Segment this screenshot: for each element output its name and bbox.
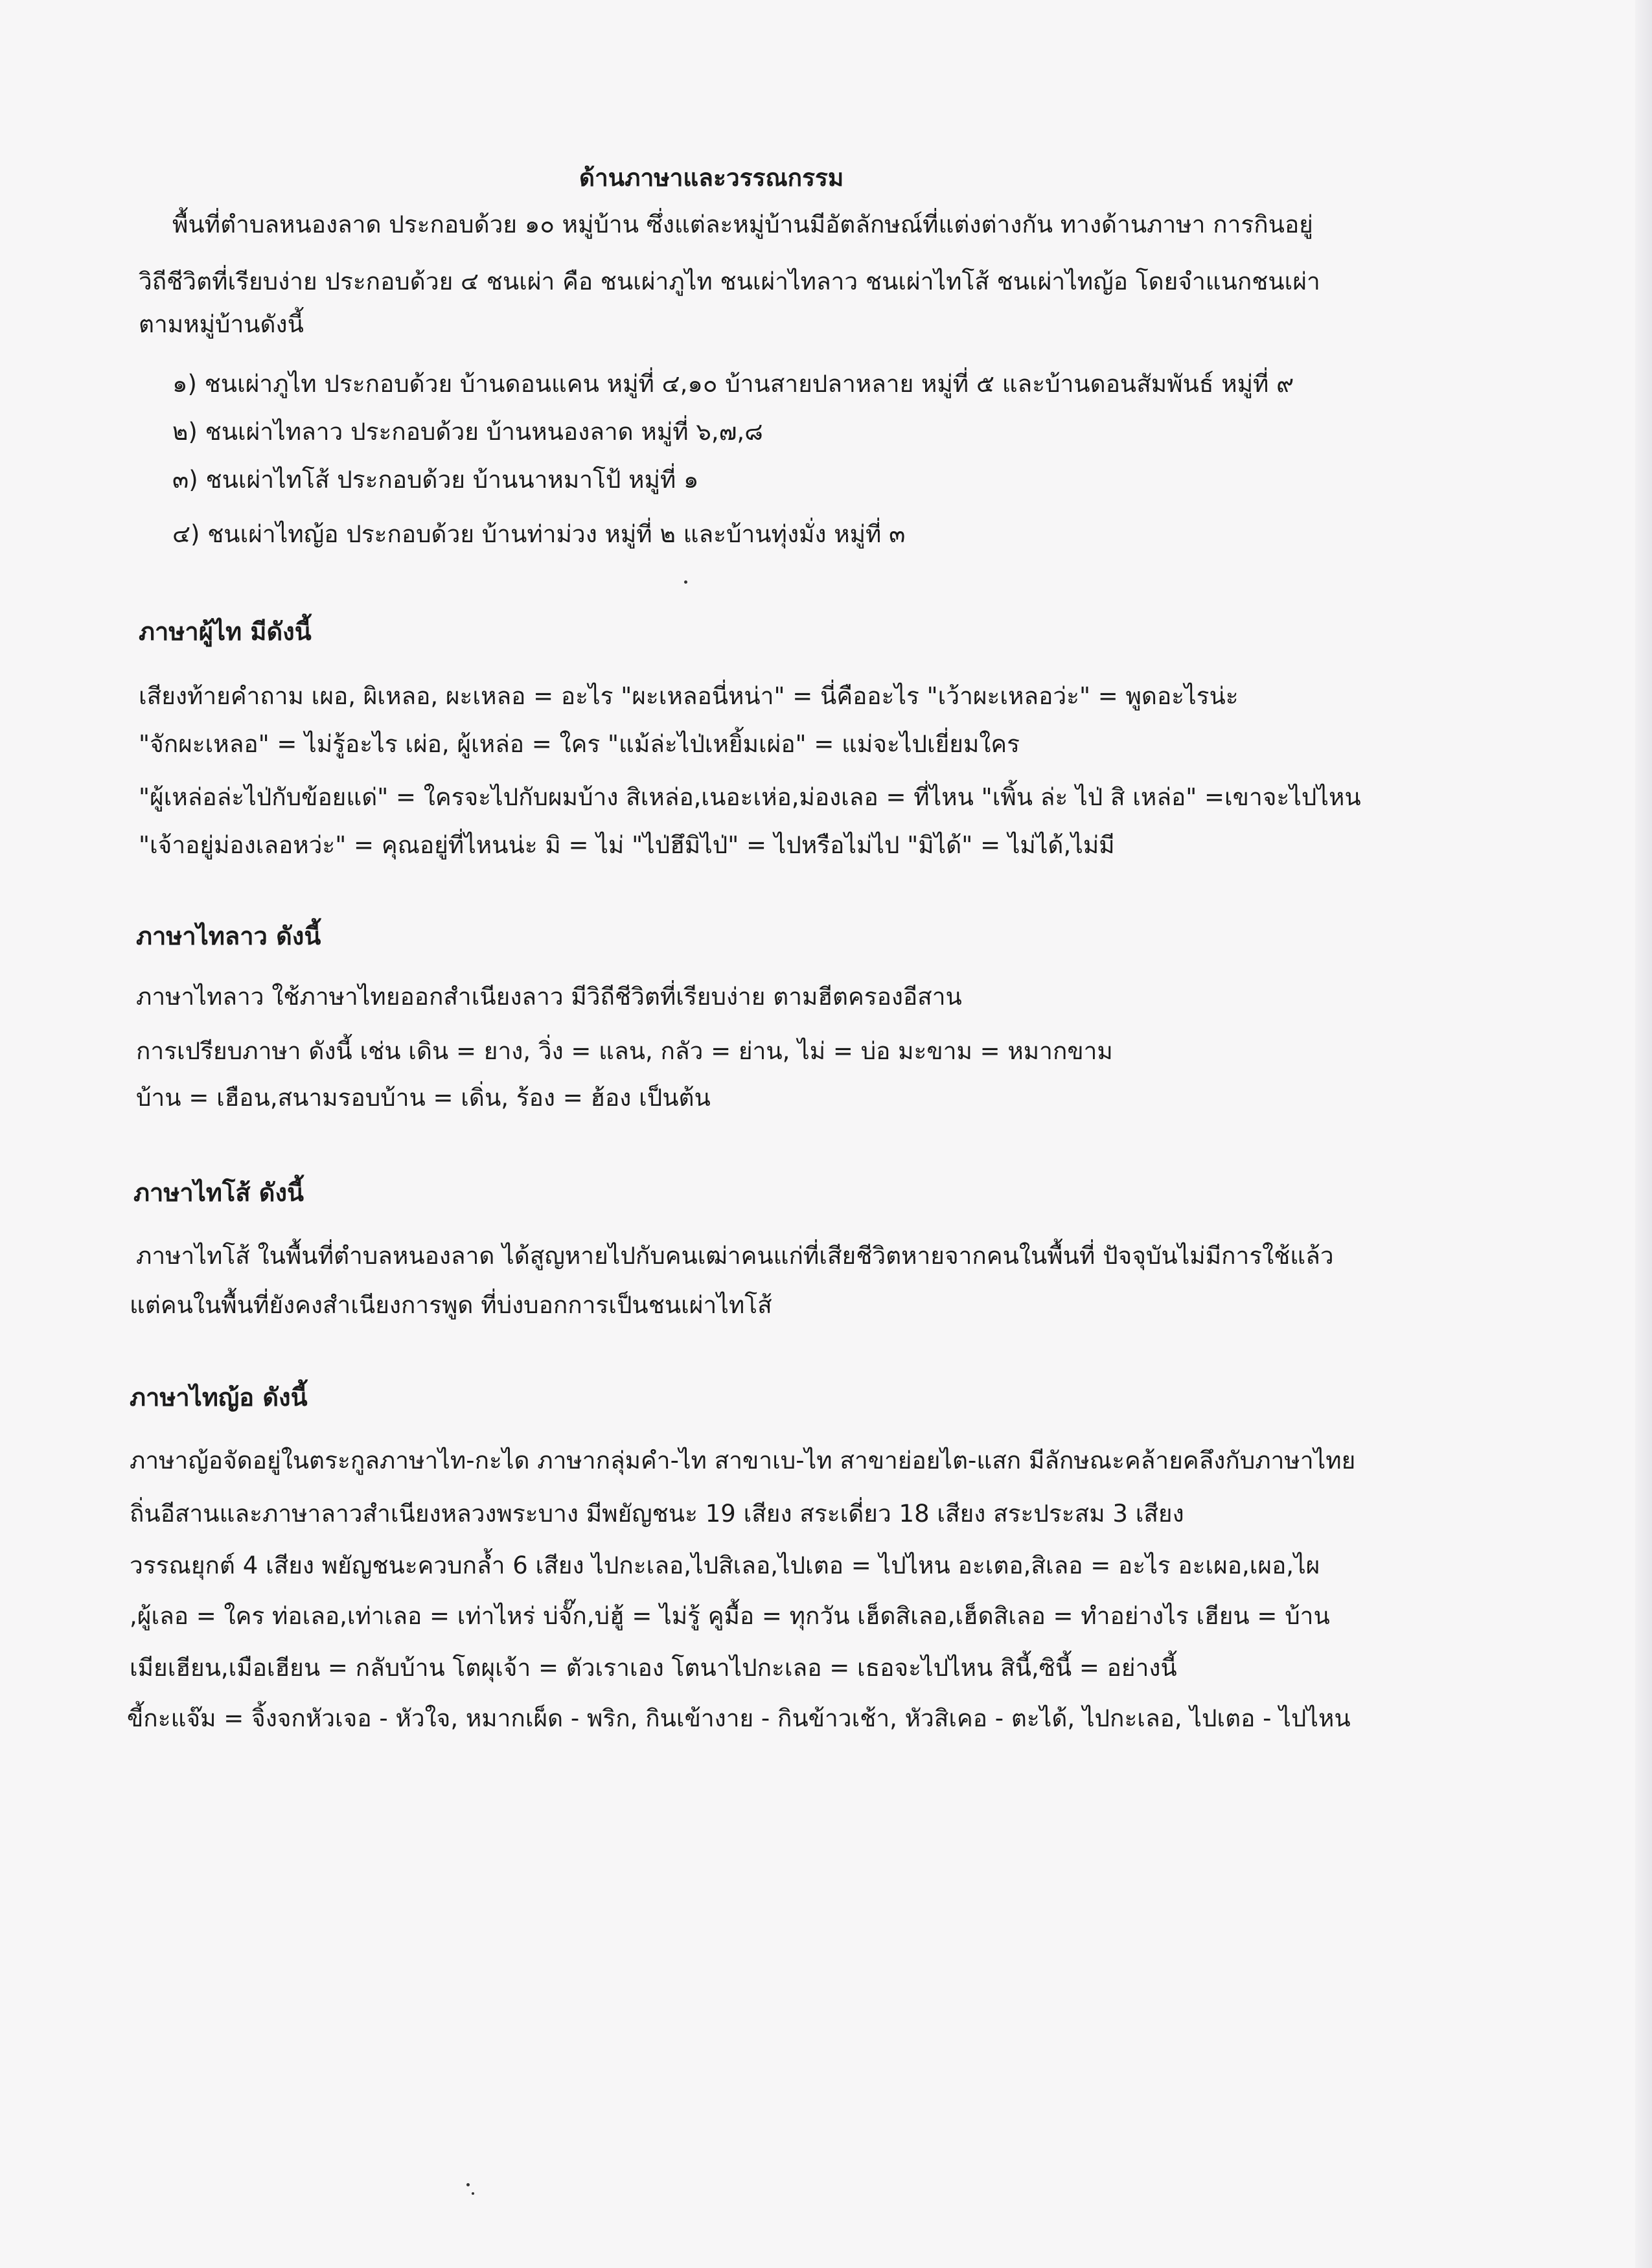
section-line: เมียเฮียน,เมือเฮียน = กลับบ้าน โตผุเจ้า = ตัวเราเอง โตนาไปกะเลอ = เธอจะไปไหน สินี้,ซินี้ = อย่างนี้ bbox=[130, 1654, 1177, 1682]
tribe-list-item: ๓) ชนเผ่าไทโส้ ประกอบด้วย บ้านนาหมาโป้ หมู่ที่ ๑ bbox=[172, 466, 699, 494]
section-line: "เจ้าอยู่ม่องเลอหว่ะ" = คุณอยู่ที่ไหนน่ะ มิ = ไม่ "ไป่ฮึมิไป่" = ไปหรือไม่ไป "มิได้" = ไม่ได้,ไม่มี bbox=[139, 831, 1115, 859]
section-line: วรรณยุกต์ 4 เสียง พยัญชนะควบกล้ำ 6 เสียง ไปกะเลอ,ไปสิเลอ,ไปเตอ = ไปไหน อะเตอ,สิเลอ = อะไร อะเผอ,เผอ,ไผ bbox=[130, 1552, 1320, 1579]
section-line: "ผู้เหล่อล่ะไป่กับข้อยแด่" = ใครจะไปกับผมบ้าง สิเหล่อ,เนอะเห่อ,ม่องเลอ = ที่ไหน "เพิ้น ล่ะ ไป่ สิ เหล่อ" =เขาจะไปไหน bbox=[139, 783, 1361, 811]
section-line: ภาษาญ้อจัดอยู่ในตระกูลภาษาไท-กะได ภาษากลุ่มคำ-ไท สาขาเบ-ไท สาขาย่อยไต-แสก มีลักษณะคล้ายคลึงกับภาษาไทย bbox=[130, 1447, 1356, 1474]
section-heading-phuthai: ภาษาผู้ไท มีดังนี้ bbox=[139, 617, 312, 646]
scan-speck bbox=[466, 2183, 470, 2186]
section-line: ภาษาไทโส้ ในพื้นที่ตำบลหนองลาด ได้สูญหายไปกับคนเฒ่าคนแก่ที่เสียชีวิตหายจากคนในพื้นที่ ปัจจุบันไม่มีการใช้แล้ว bbox=[136, 1242, 1334, 1270]
section-line: ภาษาไทลาว ใช้ภาษาไทยออกสำเนียงลาว มีวิถีชีวิตที่เรียบง่าย ตามฮีตครองอีสาน bbox=[136, 983, 962, 1011]
section-line: แต่คนในพื้นที่ยังคงสำเนียงการพูด ที่บ่งบอกการเป็นชนเผ่าไทโส้ bbox=[130, 1291, 772, 1319]
intro-line: วิถีชีวิตที่เรียบง่าย ประกอบด้วย ๔ ชนเผ่า คือ ชนเผ่าภูไท ชนเผ่าไทลาว ชนเผ่าไทโส้ ชนเผ่าไทญ้อ โดยจำแนกชนเผ่า bbox=[139, 268, 1320, 295]
scan-speck bbox=[684, 580, 687, 584]
section-line: ถิ่นอีสานและภาษาลาวสำเนียงหลวงพระบาง มีพยัญชนะ 19 เสียง สระเดี่ยว 18 เสียง สระประสม 3 เสียง bbox=[130, 1500, 1184, 1528]
section-line: การเปรียบภาษา ดังนี้ เช่น เดิน = ยาง, วิ่ง = แลน, กลัว = ย่าน, ไม่ = บ่อ มะขาม = หมากขาม bbox=[136, 1037, 1113, 1065]
section-heading-thailao: ภาษาไทลาว ดังนี้ bbox=[136, 922, 321, 950]
tribe-list-item: ๑) ชนเผ่าภูไท ประกอบด้วย บ้านดอนแคน หมู่ที่ ๔,๑๐ บ้านสายปลาหลาย หมู่ที่ ๕ และบ้านดอนสัมพันธ์ หมู่ที่ ๙ bbox=[172, 370, 1294, 398]
section-line: "จักผะเหลอ" = ไม่รู้อะไร เผ่อ, ผู้เหล่อ = ใคร "แม้ล่ะไป่เหยิ้มเผ่อ" = แม่จะไปเยี่ยมใคร bbox=[139, 730, 1020, 758]
document-title: ด้านภาษาและวรรณกรรม bbox=[579, 164, 844, 192]
section-heading-thaiyo: ภาษาไทญ้อ ดังนี้ bbox=[130, 1383, 308, 1412]
section-line: บ้าน = เฮือน,สนามรอบบ้าน = เดิ่น, ร้อง = ฮ้อง เป็นต้น bbox=[136, 1084, 711, 1112]
scan-page-edge bbox=[1635, 0, 1652, 2268]
tribe-list-item: ๔) ชนเผ่าไทญ้อ ประกอบด้วย บ้านท่าม่วง หมู่ที่ ๒ และบ้านทุ่งมั่ง หมู่ที่ ๓ bbox=[172, 520, 906, 548]
section-line: เสียงท้ายคำถาม เผอ, ผิเหลอ, ผะเหลอ = อะไร "ผะเหลอนี่หน่า" = นี่คืออะไร "เว้าผะเหลอว่ะ" = พูดอะไรน่ะ bbox=[139, 682, 1239, 710]
intro-line: พื้นที่ตำบลหนองลาด ประกอบด้วย ๑๐ หมู่บ้าน ซึ่งแต่ละหมู่บ้านมีอัตลักษณ์ที่แต่งต่างกัน ทางด้านภาษา การกินอยู่ bbox=[172, 211, 1313, 238]
intro-line: ตามหมู่บ้านดังนี้ bbox=[139, 310, 304, 338]
tribe-list-item: ๒) ชนเผ่าไทลาว ประกอบด้วย บ้านหนองลาด หมู่ที่ ๖,๗,๘ bbox=[172, 418, 763, 446]
section-line: ,ผู้เลอ = ใคร ท่อเลอ,เท่าเลอ = เท่าไหร่ บ่จั๊ก,บ่ฮู้ = ไม่รู้ คูมื้อ = ทุกวัน เฮ็ดสิเลอ,เฮ็ดสิเลอ = ทำอย่างไร เฮียน = บ้าน bbox=[130, 1602, 1330, 1630]
section-line: ขี้กะแจ๊ม = จิ้งจกหัวเจอ - หัวใจ, หมากเผ็ด - พริก, กินเข้างาย - กินข้าวเช้า, หัวสิเคอ - ตะได้, ไปกะเลอ, ไปเตอ - ไปไหน bbox=[127, 1704, 1351, 1732]
scan-speck bbox=[472, 2192, 474, 2195]
section-heading-thaiso: ภาษาไทโส้ ดังนี้ bbox=[133, 1178, 304, 1207]
